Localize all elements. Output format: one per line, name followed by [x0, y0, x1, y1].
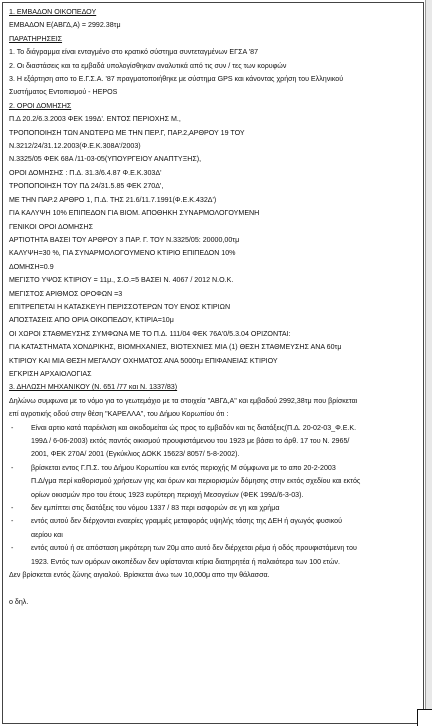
declaration-intro-line: επί αγροτικής οδού στην θέση "ΚΑΡΕΛΛΑ", του Δήμου Κορωπίου ότι :: [9, 408, 417, 421]
declaration-bullet-continuation: αερίου και: [9, 529, 417, 542]
remark-line: Συστήματος Εντοπισμού - HEPOS: [9, 86, 417, 99]
dash-icon: -: [11, 542, 13, 555]
building-term-line: ΤΡΟΠΟΠΟΙΗΣΗ ΤΟΥ ΠΔ 24/31.5.85 ΦΕΚ 270Δ',: [9, 180, 417, 193]
declaration-bullet-continuation: 1923. Εντός των ομόρων οικοπέδων δεν υφίστανται κτίρια διατηρητέα ή παλαιότερα των 100 ετών.: [9, 556, 417, 569]
building-term-line: Ν.3212/24/31.12.2003(Φ.Ε.Κ.308Α'/2003): [9, 140, 417, 153]
building-term-line: ΓΙΑ ΚΑΤΑΣΤΗΜΑΤΑ ΧΟΝΔΡΙΚΗΣ, ΒΙΟΜΗΧΑΝΙΕΣ, ΒΙΟΤΕΧΝΙΕΣ ΜΙΑ (1) ΘΕΣΗ ΣΤΑΘΜΕΥΣΗΣ ΑΝΑ 60τμ: [9, 341, 417, 354]
building-term-line: ΕΠΙΤΡΕΠΕΤΑΙ Η ΚΑΤΑΣΚΕΥΗ ΠΕΡΙΣΣΟΤΕΡΩΝ ΤΟΥ ΕΝΟΣ ΚΤΙΡΙΩΝ: [9, 301, 417, 314]
declaration-bullet-continuation: ορίων οικισμών προ του έτους 1923 ευρύτερη περιοχή Μεσογείων (ΦΕΚ 199Δ/6-3-03).: [9, 489, 417, 502]
document-page: [2, 2, 424, 724]
building-term-line: ΔΟΜΗΣΗ=0.9: [9, 261, 417, 274]
remark-line: 2. Οι διαστάσεις και τα εμβαδά υπολογίσθηκαν αναλυτικά από τις συν / τες των κορυφών: [9, 60, 417, 73]
declaration-bullet-continuation: 199Δ / 6-06-2003) εκτός παντός οικισμού προυφιστάμενου του 1923 με βάσει το άρθ. 17 του Ν. 2965/: [9, 435, 417, 448]
building-term-line: ΕΓΚΡΙΣΗ ΑΡΧΑΙΟΛΟΓΙΑΣ: [9, 368, 417, 381]
building-term-line: ΜΕΓΙΣΤΟ ΥΨΟΣ ΚΤΙΡΙΟΥ = 11μ., Σ.Ο.=5 ΒΑΣΕΙ Ν. 4067 / 2012 Ν.Ο.Κ.: [9, 274, 417, 287]
declaration-bullet: - εντός αυτού ή σε απόσταση μικρότερη των 20μ απο αυτό δεν διέρχεται ρέμα ή οδός προυφιστάμενη του: [9, 542, 417, 555]
remark-line: 1. Το διάγραμμα είναι ενταγμένο στο κρατικό σύστημα συντεταγμένων ΕΓΣΑ '87: [9, 46, 417, 59]
building-term-line: ΚΤΙΡΙΟΥ ΚΑΙ ΜΙΑ ΘΕΣΗ ΜΕΓΑΛΟΥ ΟΧΗΜΑΤΟΣ ΑΝΑ 5000τμ ΕΠΙΦΑΝΕΙΑΣ ΚΤΙΡΙΟΥ: [9, 355, 417, 368]
declaration-bullet-continuation: 2001, ΦΕΚ 270Α/ 2001 (Εγκύκλιος ΔΟΚΚ 15623/ 8057/ 5-8-2002).: [9, 448, 417, 461]
declaration-bullet: - βρίσκεται εντος Γ.Π.Σ. του Δήμου Κορωπίου και εντός περιοχής Μ σύμφωνα με το απο 20-2-2003: [9, 462, 417, 475]
coast-zone-statement: Δεν βρίσκεται εντός ζώνης αιγιαλού. Βρίσκεται άνω των 10,000μ απο την θάλασσα.: [9, 569, 417, 582]
building-term-line: ΑΠΟΣΤΑΣΕΙΣ ΑΠΟ ΟΡΙΑ ΟΙΚΟΠΕΔΟΥ, ΚΤΙΡΙΑ=10μ: [9, 314, 417, 327]
declaration-bullet: - εντός αυτού δεν διέρχονται εναερίες γραμμές μεταφοράς υψηλής τάσης της ΔΕΗ ή αγωγός φυσικού: [9, 515, 417, 528]
building-term-line: ΟΡΟΙ ΔΟΜΗΣΗΣ : Π.Δ. 31.3/6.4.87 Φ.Ε.Κ.303Δ': [9, 167, 417, 180]
remarks-heading: ΠΑΡΑΤΗΡΗΣΕΙΣ: [9, 33, 417, 46]
building-term-line: ΓΕΝΙΚΟΙ ΟΡΟΙ ΔΟΜΗΣΗΣ: [9, 221, 417, 234]
declaration-intro-line: Δηλώνω συμφωνα με το νόμο για το γεωτεμάχιο με τα στοιχεία "ΑΒΓΔ,Α" και εμβαδού 2992,38τμ που βρίσκεται: [9, 395, 417, 408]
spacer: [9, 582, 417, 595]
declaration-bullet: - Είναι αρτιο κατά παρέκλιση και οικοδομείται ώς προς το εμβαδόν και τις διατάξεις(Π.Δ. 20-02-03_Φ.Ε.Κ.: [9, 422, 417, 435]
section-heading-engineer-declaration: 3. ΔΗΛΩΣΗ ΜΗΧΑΝΙΚΟΥ (Ν. 651 /77 και Ν. 1337/83): [9, 381, 417, 394]
corner-frame: [417, 709, 432, 726]
dash-icon: -: [11, 422, 13, 435]
dash-icon: -: [11, 502, 13, 515]
page-edge-strip: [425, 0, 432, 726]
declaration-bullet-continuation: Π.Δ/γμα περί καθορισμού χρήσεων γης και όρων και περιορισμών δόμησης στην εκτός σχεδίου και εκτός: [9, 475, 417, 488]
building-term-line: Ν.3325/05 ΦΕΚ 68Α /11-03-05(ΥΠΟΥΡΓΕΙΟΥ ΑΝΑΠΤΥΞΗΣ),: [9, 153, 417, 166]
declaration-bullet: - δεν εμπίπτει στις διατάξεις του νόμου 1337 / 83 περι εισφορών σε γη και χρήμα: [9, 502, 417, 515]
building-term-line: ΤΡΟΠΟΠΟΙΗΣΗ ΤΩΝ ΑΝΩΤΕΡΩ ΜΕ ΤΗΝ ΠΕΡ.Γ, ΠΑΡ.2,ΑΡΘΡΟΥ 19 ΤΟΥ: [9, 127, 417, 140]
plot-area-value: ΕΜΒΑΔΟΝ Ε(ΑΒΓΔ,Α) = 2992.38τμ: [9, 19, 417, 32]
section-heading-building-terms: 2. ΟΡΟΙ ΔΟΜΗΣΗΣ: [9, 100, 417, 113]
building-term-line: Π.Δ 20.2/6.3.2003 ΦΕΚ 199Δ'. ΕΝΤΟΣ ΠΕΡΙΟΧΗΣ Μ.,: [9, 113, 417, 126]
building-term-line: ΑΡΤΙΟΤΗΤΑ ΒΑΣΕΙ ΤΟΥ ΑΡΘΡΟΥ 3 ΠΑΡ. Γ. ΤΟΥ Ν.3325/05: 20000,00τμ: [9, 234, 417, 247]
section-heading-plot-area: 1. ΕΜΒΑΔΟΝ ΟΙΚΟΠΕΔΟΥ: [9, 6, 417, 19]
building-term-line: ΟΙ ΧΩΡΟΙ ΣΤΑΘΜΕΥΣΗΣ ΣΥΜΦΩΝΑ ΜΕ ΤΟ Π.Δ. 111/04 ΦΕΚ 76Α'0/5.3.04 ΟΡΙΖΟΝΤΑΙ:: [9, 328, 417, 341]
dash-icon: -: [11, 515, 13, 528]
building-term-line: ΜΕΓΙΣΤΟΣ ΑΡΙΘΜΟΣ ΟΡΟΦΩΝ =3: [9, 288, 417, 301]
building-term-line: ΜΕ ΤΗΝ ΠΑΡ.2 ΑΡΘΡΟ 1, Π.Δ. ΤΗΣ 21.6/11.7.1991(Φ.Ε.Κ.432Δ'): [9, 194, 417, 207]
building-term-line: ΚΑΛΥΨΗ=30 %, ΓΙΑ ΣΥΝΑΡΜΟΛΟΓΟΥΜΕΝΟ ΚΤΙΡΙΟ ΕΠΙΠΕΔΟΝ 10%: [9, 247, 417, 260]
building-term-line: ΓΙΑ ΚΑΛΥΨΗ 10% ΕΠΙΠΕΔΟΝ ΓΙΑ ΒΙΟΜ. ΑΠΟΘΗΚΗ ΣΥΝΑΡΜΟΛΟΓΟΥΜΕΝΗ: [9, 207, 417, 220]
dash-icon: -: [11, 462, 13, 475]
remark-line: 3. Η εξάρτηση απο το Ε.Γ.Σ.Α. '87 πραγματοποιήθηκε με σύστημα GPS και κάνοντας χρήση του Ελληνικού: [9, 73, 417, 86]
declarant-signoff: ο δηλ.: [9, 596, 417, 609]
